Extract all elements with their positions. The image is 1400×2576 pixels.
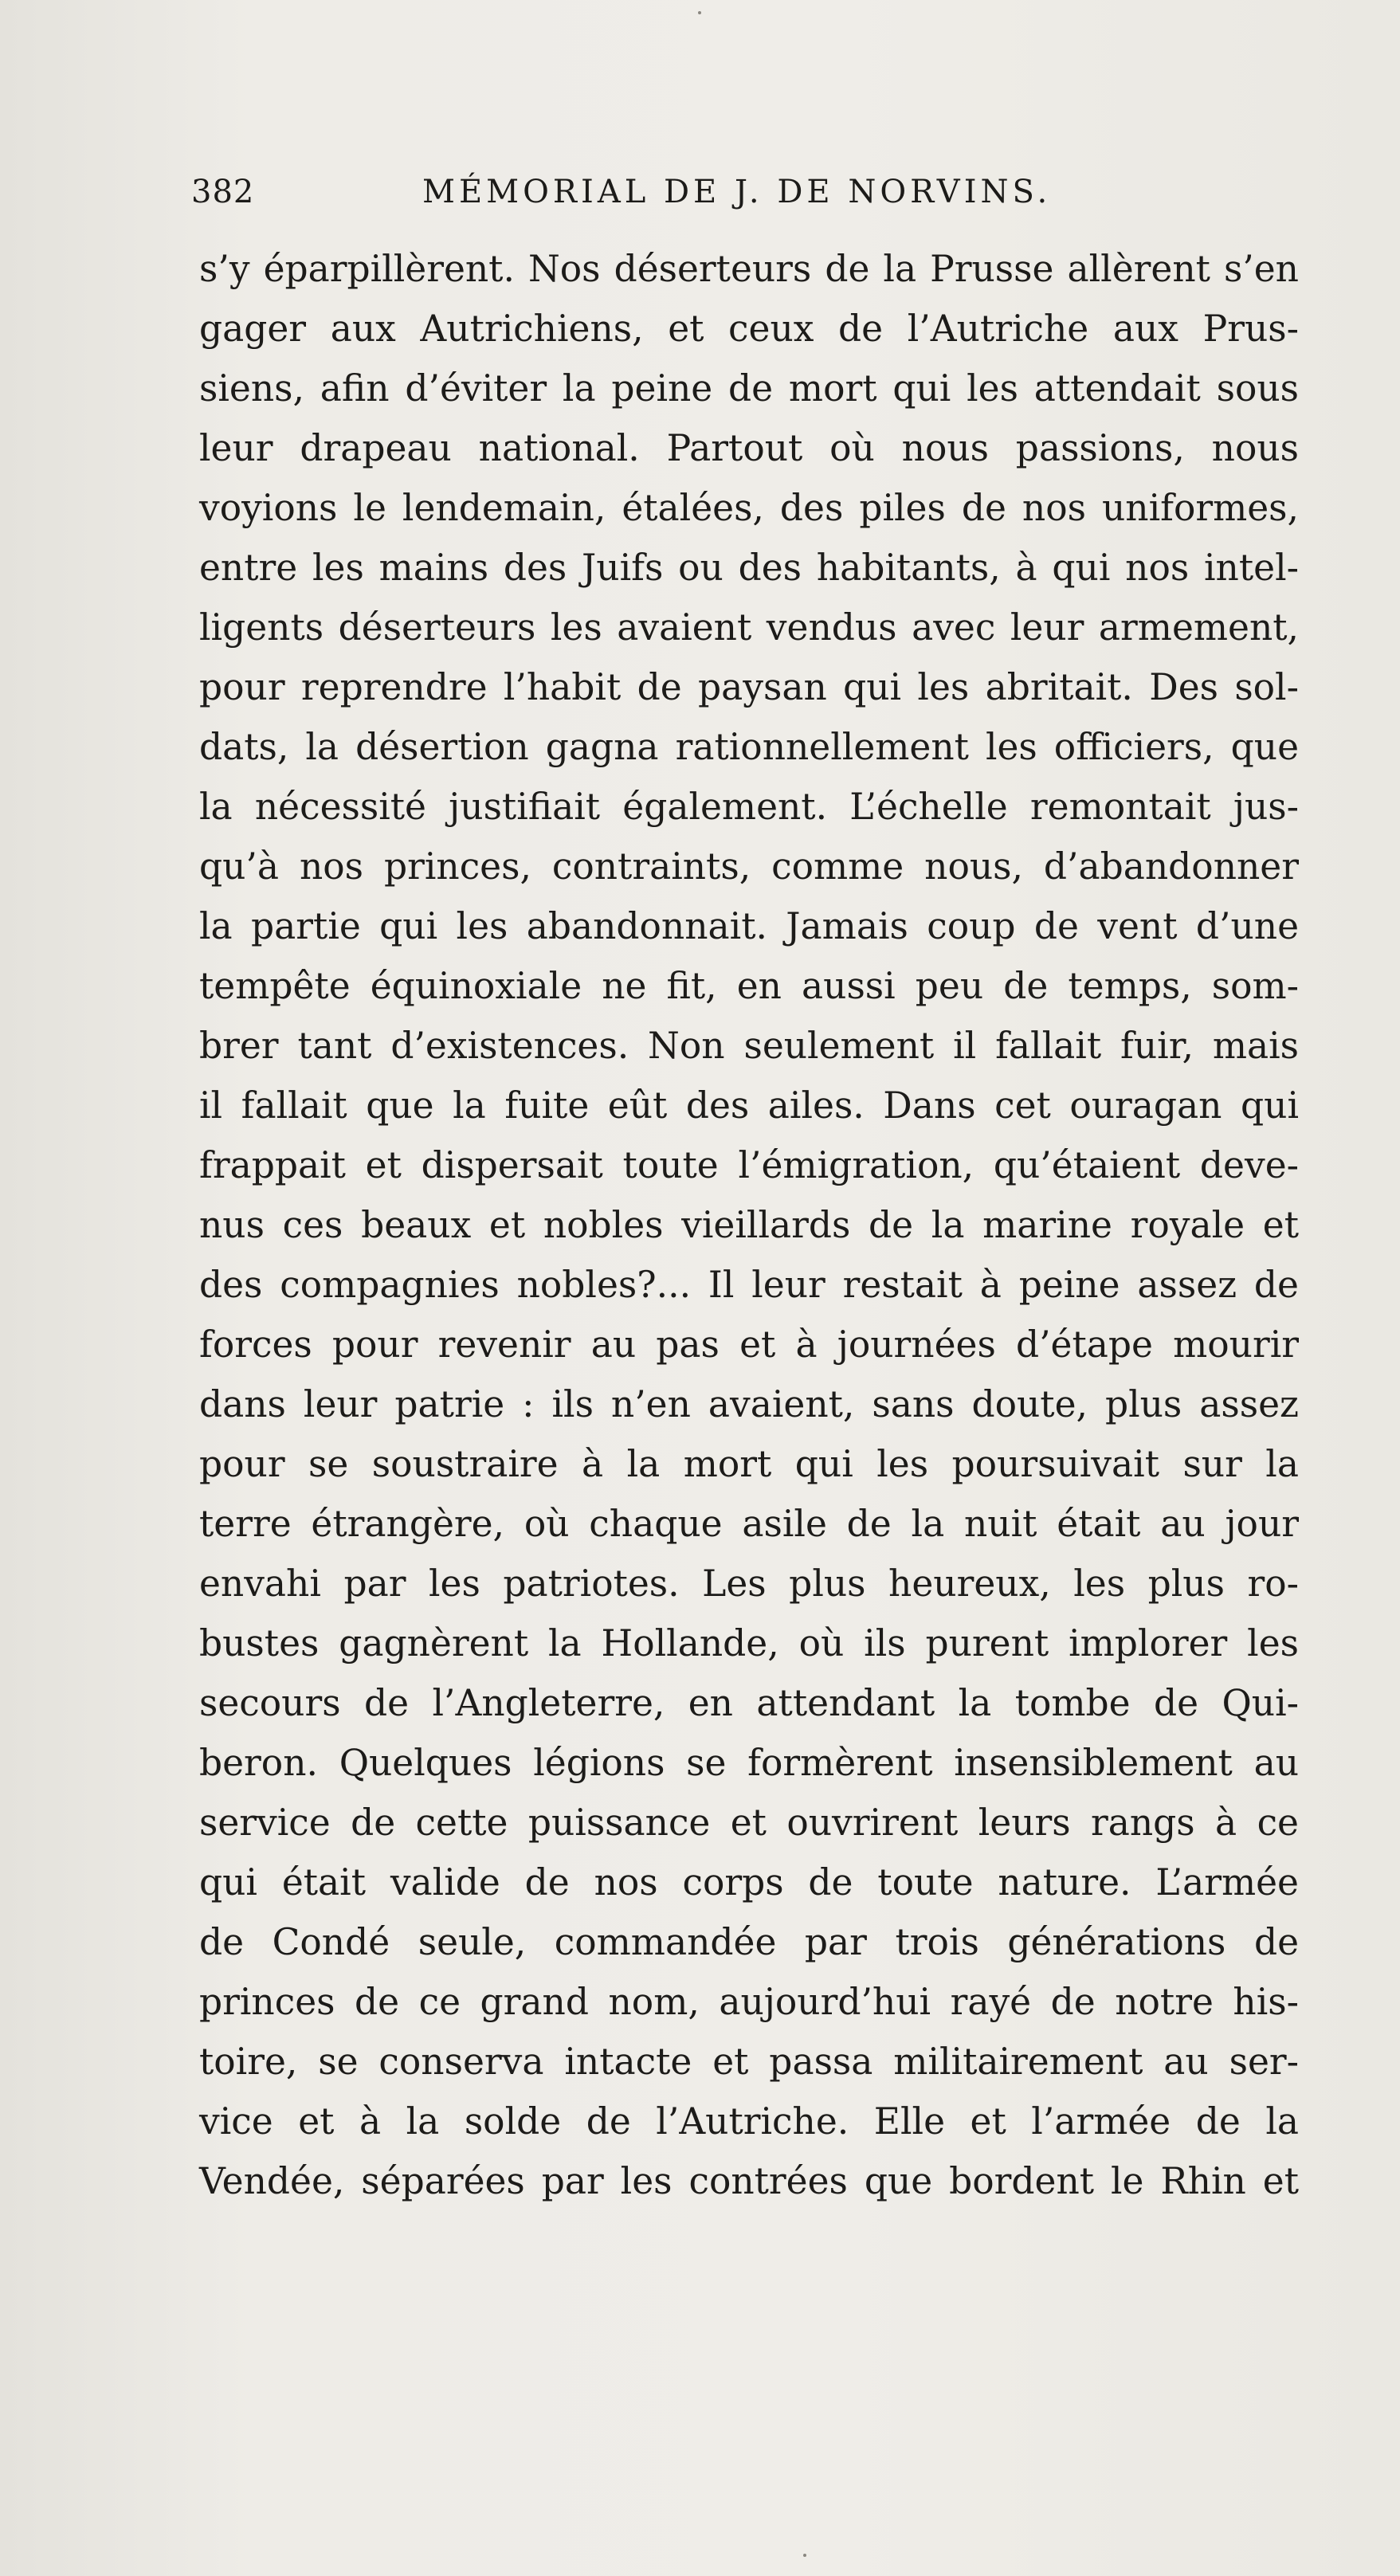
text-line: forces pour revenir au pas et à journées d’étape mourir xyxy=(199,1323,1299,1366)
paper-speck xyxy=(803,2554,806,2557)
text-line: bustes gagnèrent la Hollande, où ils purent implorer les xyxy=(199,1622,1299,1664)
text-line: gager aux Autrichiens, et ceux de l’Autriche aux Prus- xyxy=(199,308,1299,350)
text-line: s’y éparpillèrent. Nos déserteurs de la Prusse allèrent s’en xyxy=(199,248,1299,290)
text-line: toire, se conserva intacte et passa militairement au ser- xyxy=(199,2041,1299,2083)
text-line: qu’à nos princes, contraints, comme nous, d’abandonner xyxy=(199,845,1299,888)
text-line: princes de ce grand nom, aujourd’hui rayé de notre his- xyxy=(199,1981,1299,2023)
text-line: ligents déserteurs les avaient vendus avec leur armement, xyxy=(199,606,1299,649)
text-line: la nécessité justifiait également. L’échelle remontait jus- xyxy=(199,786,1299,828)
text-line: de Condé seule, commandée par trois générations de xyxy=(199,1921,1299,1963)
text-line: tempête équinoxiale ne fit, en aussi peu de temps, som- xyxy=(199,965,1299,1007)
paper-speck xyxy=(698,11,701,14)
text-line: beron. Quelques légions se formèrent insensiblement au xyxy=(199,1742,1299,1784)
text-line: voyions le lendemain, étalées, des piles de nos uniformes, xyxy=(199,487,1299,529)
text-line: service de cette puissance et ouvrirent leurs rangs à ce xyxy=(199,1802,1299,1844)
text-line: secours de l’Angleterre, en attendant la tombe de Qui- xyxy=(199,1682,1299,1724)
text-line: dans leur patrie : ils n’en avaient, sans doute, plus assez xyxy=(199,1383,1299,1425)
text-line: Vendée, séparées par les contrées que bordent le Rhin et xyxy=(199,2160,1299,2202)
text-line: envahi par les patriotes. Les plus heureux, les plus ro- xyxy=(199,1562,1299,1605)
text-line: leur drapeau national. Partout où nous passions, nous xyxy=(199,427,1299,469)
text-line: entre les mains des Juifs ou des habitants, à qui nos intel- xyxy=(199,547,1299,589)
text-line: il fallait que la fuite eût des ailes. Dans cet ouragan qui xyxy=(199,1084,1299,1127)
text-line: pour reprendre l’habit de paysan qui les abritait. Des sol- xyxy=(199,666,1299,708)
text-line: terre étrangère, où chaque asile de la nuit était au jour xyxy=(199,1503,1299,1545)
page-number: 382 xyxy=(191,174,255,210)
text-line: qui était valide de nos corps de toute nature. L’armée xyxy=(199,1861,1299,1904)
running-title: MÉMORIAL DE J. DE NORVINS. xyxy=(422,174,1052,210)
text-line: brer tant d’existences. Non seulement il fallait fuir, mais xyxy=(199,1025,1299,1067)
text-line: vice et à la solde de l’Autriche. Elle et l’armée de la xyxy=(199,2100,1299,2143)
body-text xyxy=(199,239,1299,2211)
text-line: nus ces beaux et nobles vieillards de la marine royale et xyxy=(199,1204,1299,1246)
text-line: siens, afin d’éviter la peine de mort qui les attendait sous xyxy=(199,367,1299,410)
text-line: dats, la désertion gagna rationnellement les officiers, que xyxy=(199,726,1299,768)
text-line: des compagnies nobles?... Il leur restait à peine assez de xyxy=(199,1264,1299,1306)
text-line: frappait et dispersait toute l’émigration, qu’étaient deve- xyxy=(199,1144,1299,1186)
page-header xyxy=(191,174,1068,222)
text-line: pour se soustraire à la mort qui les poursuivait sur la xyxy=(199,1443,1299,1485)
text-line: la partie qui les abandonnait. Jamais coup de vent d’une xyxy=(199,905,1299,947)
